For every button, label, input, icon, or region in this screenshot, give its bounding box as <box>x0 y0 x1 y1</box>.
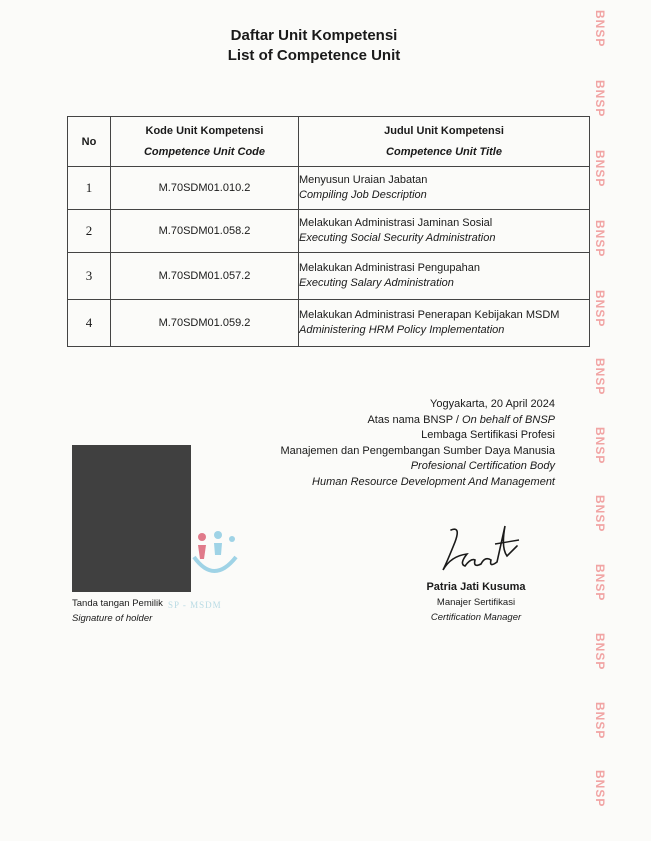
header-code-en: Competence Unit Code <box>143 146 265 158</box>
unit-code: M.70SDM01.010.2 <box>111 167 299 210</box>
unit-title <box>299 210 590 253</box>
signatory-block <box>416 580 536 625</box>
holder-label-id: Tanda tangan Pemilik <box>72 598 163 609</box>
issuer-en-line-1: Profesional Certification Body <box>410 460 555 473</box>
unit-title <box>299 300 590 347</box>
watermark-text: BNSP <box>593 770 607 808</box>
table-row <box>68 253 590 300</box>
unit-code: M.70SDM01.059.2 <box>111 300 299 347</box>
header-title-en: Competence Unit Title <box>386 146 502 158</box>
issuer-en-line-2: Human Resource Development And Management <box>312 475 555 488</box>
watermark-text: BNSP <box>593 290 607 328</box>
signatory-role-en: Certification Manager <box>430 612 522 623</box>
issuer-line-2: Manajemen dan Pengembangan Sumber Daya Manusia <box>280 444 555 457</box>
on-behalf-id: Atas nama BNSP / <box>367 413 463 426</box>
unit-title-en: Administering HRM Policy Implementation <box>299 324 505 336</box>
header-no: No <box>68 117 111 167</box>
watermark-text: BNSP <box>593 10 607 48</box>
unit-title <box>299 253 590 300</box>
header-title <box>299 117 590 167</box>
unit-title-en: Executing Salary Administration <box>299 277 454 289</box>
table-header-row <box>68 117 590 167</box>
header-title-id: Judul Unit Kompetensi <box>384 125 504 137</box>
row-number: 2 <box>68 210 111 253</box>
watermark-text: BNSP <box>593 150 607 188</box>
watermark-text: BNSP <box>593 358 607 396</box>
signatory-name: Patria Jati Kusuma <box>426 581 526 593</box>
watermark-text: BNSP <box>593 702 607 740</box>
manager-signature-icon <box>437 520 521 580</box>
watermark-text: BNSP <box>593 427 607 465</box>
watermark-text: BNSP <box>593 564 607 602</box>
watermark-text: BNSP <box>593 220 607 258</box>
holder-signature-label <box>72 596 163 626</box>
signatory-role-id: Manajer Sertifikasi <box>436 597 516 608</box>
watermark-text: BNSP <box>593 80 607 118</box>
holder-label-en: Signature of holder <box>72 613 153 624</box>
unit-title <box>299 167 590 210</box>
page-title <box>0 26 628 66</box>
watermark-text: BNSP <box>593 633 607 671</box>
competence-unit-table <box>67 116 590 347</box>
row-number: 4 <box>68 300 111 347</box>
issuer-line-1: Lembaga Sertifikasi Profesi <box>421 429 555 442</box>
unit-code: M.70SDM01.057.2 <box>111 253 299 300</box>
unit-title-id: Melakukan Administrasi Pengupahan <box>299 262 481 274</box>
row-number: 1 <box>68 167 111 210</box>
table-row <box>68 210 590 253</box>
on-behalf-line <box>280 413 555 429</box>
on-behalf-en: On behalf of BNSP <box>462 413 555 426</box>
table-row <box>68 300 590 347</box>
logo-text: SP - MSDM <box>168 600 222 610</box>
header-code <box>111 117 299 167</box>
unit-code: M.70SDM01.058.2 <box>111 210 299 253</box>
unit-title-en: Compiling Job Description <box>299 189 427 201</box>
bnsp-watermark-strip <box>587 0 611 841</box>
unit-title-en: Executing Social Security Administration <box>299 232 496 244</box>
lsp-logo-icon <box>190 527 240 587</box>
watermark-text: BNSP <box>593 495 607 533</box>
unit-title-id: Menyusun Uraian Jabatan <box>299 174 428 186</box>
issuance-block <box>280 397 555 491</box>
holder-photo-placeholder <box>72 445 191 592</box>
title-english: List of Competence Unit <box>227 47 401 64</box>
title-indonesian: Daftar Unit Kompetensi <box>230 27 398 44</box>
row-number: 3 <box>68 253 111 300</box>
unit-title-id: Melakukan Administrasi Penerapan Kebijakan MSDM <box>299 309 560 321</box>
header-code-id: Kode Unit Kompetensi <box>145 125 264 137</box>
unit-title-id: Melakukan Administrasi Jaminan Sosial <box>299 217 493 229</box>
place-date: Yogyakarta, 20 April 2024 <box>430 398 555 410</box>
table-row <box>68 167 590 210</box>
